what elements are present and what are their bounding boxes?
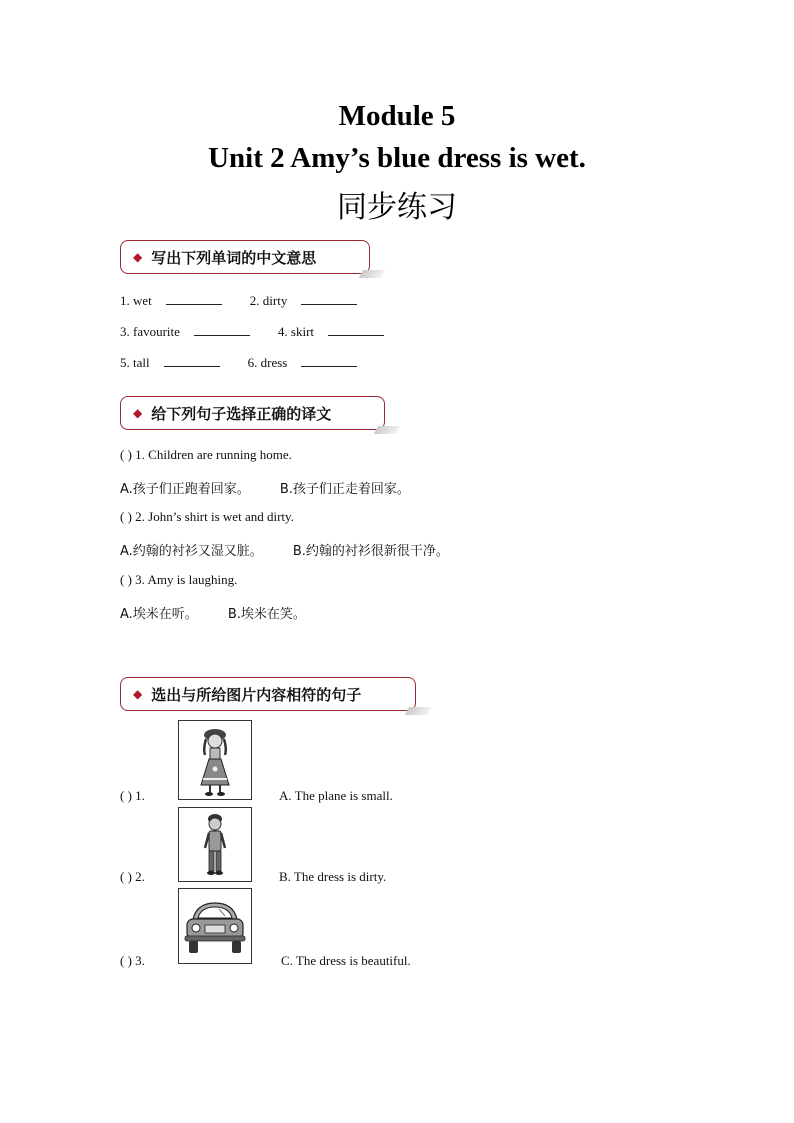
section-heading-3: [120, 677, 416, 711]
diamond-icon: ◆: [133, 686, 143, 701]
picture-question-1: ( ) 1.: [120, 788, 145, 803]
section-heading-1-label: 写出下列单词的中文意思: [151, 248, 317, 267]
word-row-1: 1. wet 2. dirty: [120, 291, 357, 309]
section-heading-3-label: 选出与所给图片内容相符的句子: [151, 685, 362, 704]
picture-question-2: ( ) 2.: [120, 869, 145, 884]
car-picture: [178, 888, 252, 964]
option-b: B.埃米在笑。: [227, 607, 306, 622]
answer-blank[interactable]: [328, 322, 384, 336]
picture-option-c: C. The dress is beautiful.: [281, 953, 411, 968]
answer-blank[interactable]: [164, 353, 220, 367]
title-module: Module 5: [338, 100, 456, 132]
option-b: B.孩子们正走着回家。: [279, 482, 410, 497]
picture-question-3: ( ) 3.: [120, 953, 145, 968]
picture-option-a: A. The plane is small.: [279, 788, 393, 803]
question-1-options: [120, 478, 410, 497]
question-3-options: [120, 603, 306, 622]
word-row-3: 5. tall 6. dress: [120, 353, 357, 371]
option-a: A.孩子们正跑着回家。: [120, 482, 250, 497]
answer-blank[interactable]: [194, 322, 250, 336]
title-unit: Unit 2 Amy’s blue dress is wet.: [208, 142, 586, 174]
answer-blank[interactable]: [301, 291, 357, 305]
option-b: B.约翰的衬衫很新很干净。: [292, 544, 449, 559]
option-a: A.埃米在听。: [120, 607, 198, 622]
question-2: ( ) 2. John’s shirt is wet and dirty.: [120, 509, 294, 524]
question-1: ( ) 1. Children are running home.: [120, 447, 292, 462]
section-heading-1: [120, 240, 370, 274]
diamond-icon: ◆: [133, 249, 143, 264]
section-heading-2: [120, 396, 385, 430]
answer-blank[interactable]: [166, 291, 222, 305]
question-3: ( ) 3. Amy is laughing.: [120, 572, 238, 587]
picture-option-b: B. The dress is dirty.: [279, 869, 387, 884]
word-row-2: 3. favourite 4. skirt: [120, 322, 384, 340]
diamond-icon: ◆: [133, 405, 143, 420]
question-2-options: [120, 540, 449, 559]
option-a: A.约翰的衬衫又湿又脏。: [120, 544, 263, 559]
boy-picture: [178, 807, 252, 882]
answer-blank[interactable]: [301, 353, 357, 367]
title-practice: 同步练习: [337, 190, 457, 225]
section-heading-2-label: 给下列句子选择正确的译文: [151, 404, 332, 423]
girl-in-dress-picture: [178, 720, 252, 800]
